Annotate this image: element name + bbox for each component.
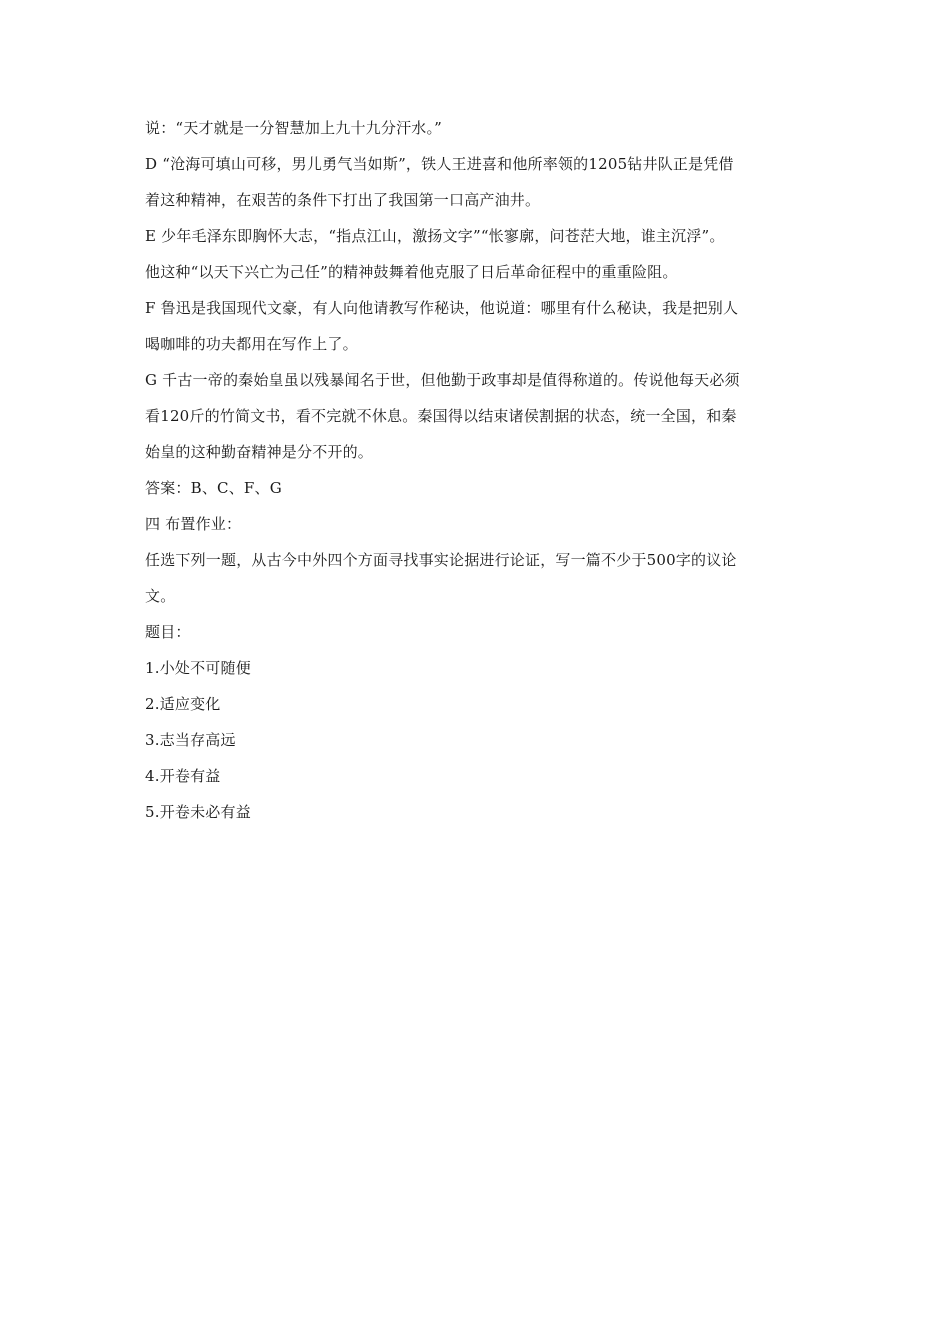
section-heading-homework: 四 布置作业： <box>145 515 242 533</box>
document-body <box>145 116 817 824</box>
topic-item-3: 3.志当存高远 <box>145 731 236 749</box>
text-line-item-d-cont: 着这种精神，在艰苦的条件下打出了我国第一口高产油井。 <box>145 191 541 209</box>
text-line-item-f: F 鲁迅是我国现代文豪，有人向他请教写作秘诀，他说道：哪里有什么秘诀，我是把别人 <box>145 299 739 317</box>
answer-line: 答案：B、C、F、G <box>145 479 282 497</box>
topic-item-4: 4.开卷有益 <box>145 767 221 785</box>
text-line-quote-end: 说：“天才就是一分智慧加上九十九分汗水。” <box>145 119 443 137</box>
text-line-item-f-cont: 喝咖啡的功夫都用在写作上了。 <box>145 335 358 353</box>
text-line-item-g-cont-2: 始皇的这种勤奋精神是分不开的。 <box>145 443 374 461</box>
text-line-item-e-cont: 他这种“以天下兴亡为己任”的精神鼓舞着他克服了日后革命征程中的重重险阻。 <box>145 263 678 281</box>
topic-item-5: 5.开卷未必有益 <box>145 803 251 821</box>
text-line-item-g-cont-1: 看120斤的竹简文书，看不完就不休息。秦国得以结束诸侯割据的状态，统一全国，和秦 <box>145 407 737 425</box>
text-line-item-e: E 少年毛泽东即胸怀大志，“指点江山，激扬文字”“怅寥廓，问苍茫大地，谁主沉浮”。 <box>145 227 725 245</box>
text-line-item-d: D “沧海可填山可移，男儿勇气当如斯”，铁人王进喜和他所率领的1205钻井队正是凭借 <box>145 155 734 173</box>
topics-label: 题目： <box>145 623 191 641</box>
topic-item-2: 2.适应变化 <box>145 695 221 713</box>
homework-instruction: 任选下列一题，从古今中外四个方面寻找事实论据进行论证，写一篇不少于500字的议论 <box>145 551 737 569</box>
topic-item-1: 1.小处不可随便 <box>145 659 251 677</box>
homework-instruction-cont: 文。 <box>145 587 176 605</box>
text-line-item-g: G 千古一帝的秦始皇虽以残暴闻名于世，但他勤于政事却是值得称道的。传说他每天必须 <box>145 371 740 389</box>
